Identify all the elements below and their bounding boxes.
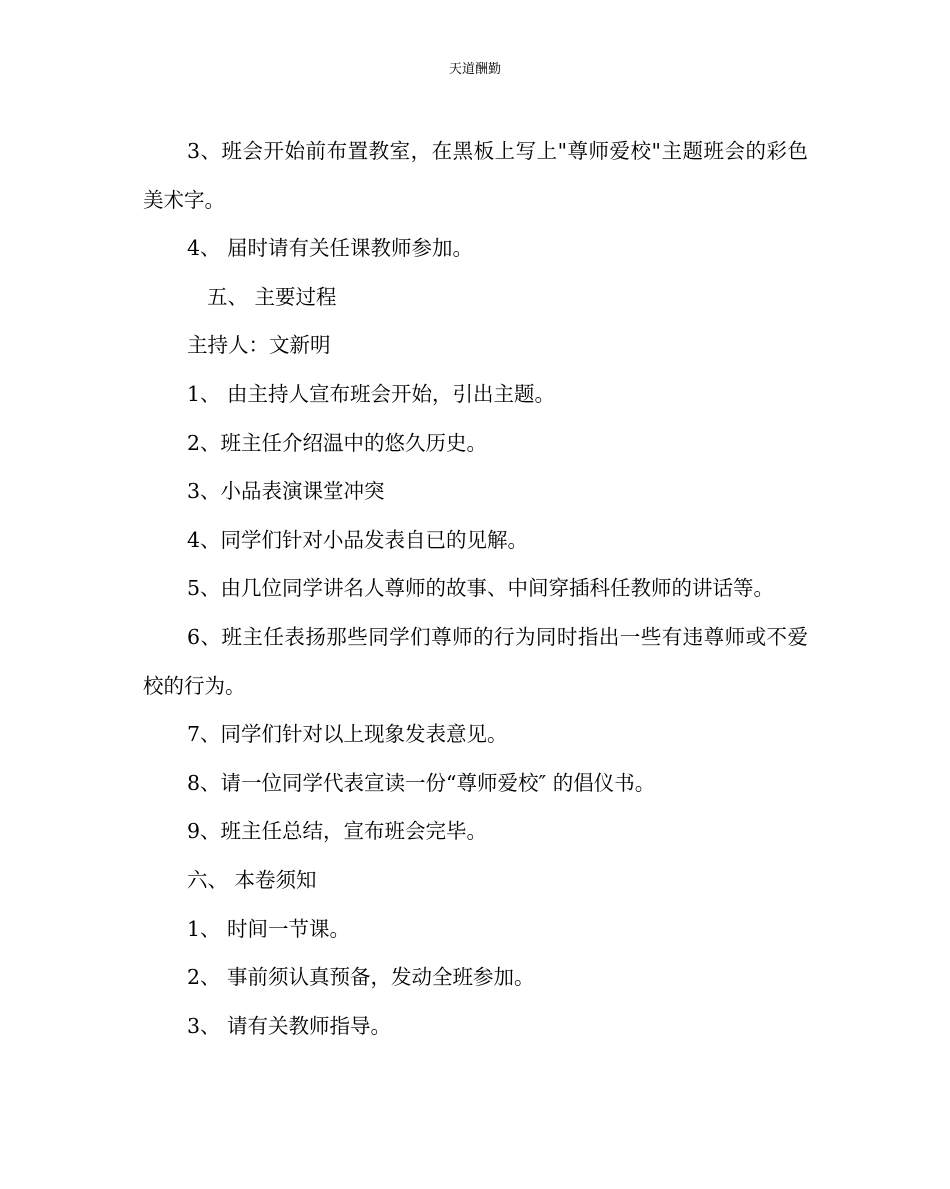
paragraph-note-1: 1、 时间一节课。 bbox=[187, 916, 351, 941]
paragraph-prep-3: 3、班会开始前布置教室，在黑板上写上"尊师爱校"主题班会的彩色美术字。 bbox=[143, 139, 808, 212]
paragraph-step-5: 5、由几位同学讲名人尊师的故事、中间穿插科任教师的讲话等。 bbox=[187, 576, 775, 601]
page-header: 天道酬勤 bbox=[448, 62, 501, 77]
paragraph-step-7: 7、同学们针对以上现象发表意见。 bbox=[187, 722, 508, 747]
paragraph-step-3: 3、小品表演课堂冲突 bbox=[187, 479, 385, 504]
section-heading-notes: 六、 本卷须知 bbox=[187, 867, 317, 892]
section-heading-main-process: 五、 主要过程 bbox=[207, 284, 337, 309]
paragraph-host: 主持人：文新明 bbox=[187, 333, 331, 358]
paragraph-step-9: 9、班主任总结，宣布班会完毕。 bbox=[187, 819, 488, 844]
paragraph-step-1: 1、 由主持人宣布班会开始，引出主题。 bbox=[187, 381, 556, 406]
paragraph-prep-4: 4、 届时请有关任课教师参加。 bbox=[187, 236, 474, 261]
paragraph-step-8: 8、请一位同学代表宣读一份“尊师爱校″ 的倡仪书。 bbox=[187, 770, 656, 795]
paragraph-step-2: 2、班主任介绍温中的悠久历史。 bbox=[187, 430, 488, 455]
paragraph-step-6: 6、班主任表扬那些同学们尊师的行为同时指出一些有违尊师或不爱校的行为。 bbox=[143, 624, 808, 698]
paragraph-note-3: 3、 请有关教师指导。 bbox=[187, 1013, 392, 1038]
paragraph-step-4: 4、同学们针对小品发表自已的见解。 bbox=[187, 527, 529, 552]
document-body bbox=[143, 127, 808, 1050]
paragraph-note-2: 2、 事前须认真预备，发动全班参加。 bbox=[187, 965, 535, 990]
